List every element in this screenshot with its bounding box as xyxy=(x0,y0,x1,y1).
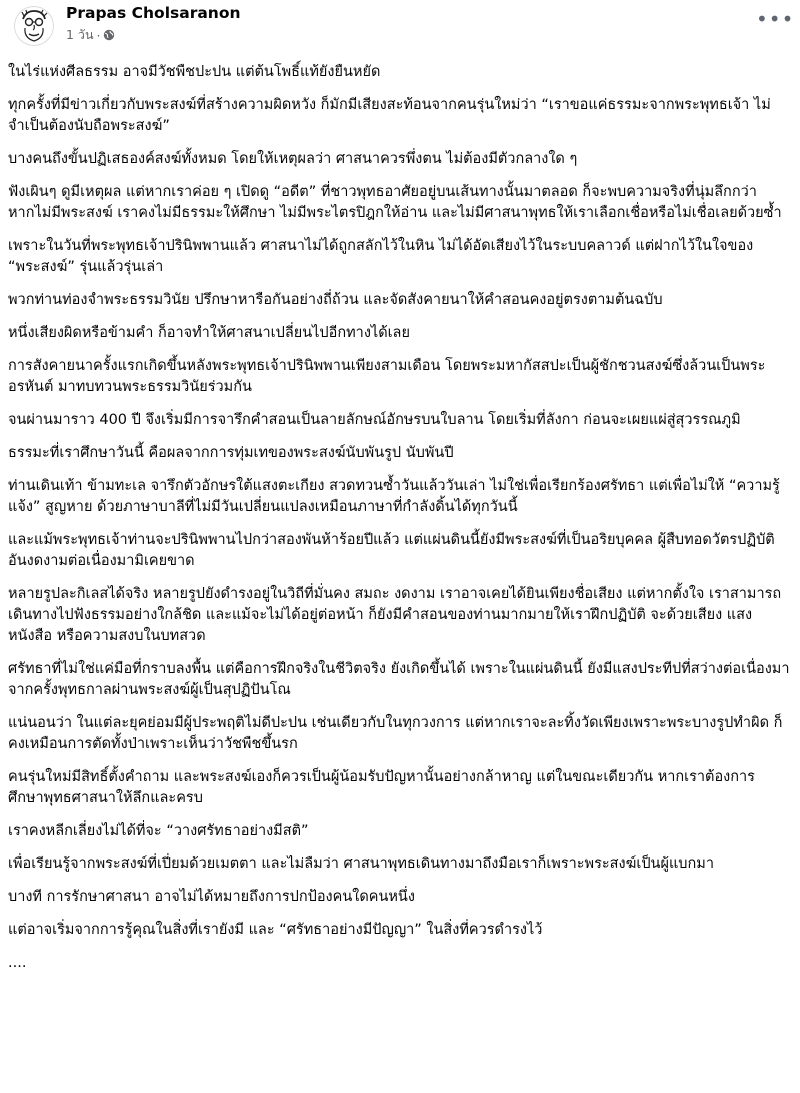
author-name[interactable]: Prapas Cholsaranon xyxy=(66,4,241,22)
post-header xyxy=(0,0,800,52)
post-paragraph: ฟังเผินๆ ดูมีเหตุผล แต่หากเราค่อย ๆ เปิดดู “อดีต” ที่ชาวพุทธอาศัยอยู่บนเส้นทางนั้นมาตลอด ก็จะพบความจริงที่นุ่มลึกกว่า xyxy=(8,184,757,200)
more-options-icon[interactable]: ••• xyxy=(756,7,795,31)
post-paragraph: พวกท่านท่องจำพระธรรมวินัย ปรึกษาหารือกันอย่างถี่ถ้วน และจัดสังคายนาให้คำสอนคงอยู่ตรงตามต้นฉบับ xyxy=(8,292,663,308)
post-paragraph: บางคนถึงขั้นปฏิเสธองค์สงฆ์ทั้งหมด โดยให้เหตุผลว่า ศาสนาควรพึ่งตน ไม่ต้องมีตัวกลางใด ๆ xyxy=(8,151,578,167)
post-body xyxy=(8,62,790,986)
post-paragraph: ศรัทธาที่ไม่ใช่แค่มือที่กราบลงพื้น แต่คือการฝึกจริงในชีวิตจริง ยังเกิดขึ้นได้ เพราะในแผ่นดินนี้ ยังมีแสงประทีปที่สว่างต่อเนื่องมาจากครั้งพุทธกาลผ่านพระสงฆ์ผู้เป็นสุปฏิปันโณ xyxy=(8,661,790,698)
post-paragraph: แต่อาจเริ่มจากการรู้คุณในสิ่งที่เรายังมี และ “ศรัทธาอย่างมีปัญญา” ในสิ่งที่ควรดำรงไว้ xyxy=(8,922,543,938)
post-paragraph: บางที การรักษาศาสนา อาจไม่ได้หมายถึงการปกป้องคนใดคนหนึ่ง xyxy=(8,889,415,905)
post-paragraph: หนึ่งเสียงผิดหรือข้ามคำ ก็อาจทำให้ศาสนาเปลี่ยนไปอีกทางได้เลย xyxy=(8,325,410,341)
post-paragraph: เพื่อเรียนรู้จากพระสงฆ์ที่เปี่ยมด้วยเมตตา และไม่ลืมว่า ศาสนาพุทธเดินทางมาถึงมือเราก็เพราะพระสงฆ์เป็นผู้แบกมา xyxy=(8,856,714,872)
post-paragraph: ท่านเดินเท้า ข้ามทะเล จารึกตัวอักษรใต้แสงตะเกียง สวดทวนซ้ำวันแล้ววันเล่า ไม่ใช่เพื่อเรียกร้องศรัทธา แต่เพื่อไม่ให้ “ความรู้แจ้ง” สูญหาย ด้วยภาษาบาลีที่ไม่มีวันเปลี่ยนแปลงเหมือนภาษาที่กำลังดิ้นได้ทุกวันนี้ xyxy=(8,478,780,515)
post-paragraph: เราคงหลีกเลี่ยงไม่ได้ที่จะ “วางศรัทธาอย่างมีสติ” xyxy=(8,823,309,839)
post-paragraph: หากไม่มีพระสงฆ์ เราคงไม่มีธรรมะให้ศึกษา ไม่มีพระไตรปิฎกให้อ่าน และไม่มีศาสนาพุทธให้เราเลือกเชื่อหรือไม่เชื่อเลยด้วยซ้ำ xyxy=(8,205,782,221)
post-paragraph: และแม้พระพุทธเจ้าท่านจะปรินิพพานไปกว่าสองพันห้าร้อยปีแล้ว แต่แผ่นดินนี้ยังมีพระสงฆ์ที่เป็นอริยบุคคล ผู้สืบทอดวัตรปฏิบัติอันงดงามต่อเนื่องมามิเคยขาด xyxy=(8,532,775,569)
post-paragraph: ทุกครั้งที่มีข่าวเกี่ยวกับพระสงฆ์ที่สร้างความผิดหวัง ก็มักมีเสียงสะท้อนจากคนรุ่นใหม่ว่า “เราขอแค่ธรรมะจากพระพุทธเจ้า ไม่จำเป็นต้องนับถือพระสงฆ์” xyxy=(8,97,771,134)
post-time[interactable]: 1 วัน xyxy=(66,27,94,42)
post-paragraph: ในไร่แห่งศีลธรรม อาจมีวัชพืชปะปน แต่ต้นโพธิ์แท้ยังยืนหยัด xyxy=(8,64,381,80)
post-paragraph: ธรรมะที่เราศึกษาวันนี้ คือผลจากการทุ่มเทของพระสงฆ์นับพันรูป นับพันปี xyxy=(8,445,454,461)
post-paragraph: คนรุ่นใหม่มีสิทธิ์ตั้งคำถาม และพระสงฆ์เองก็ควรเป็นผู้น้อมรับปัญหานั้นอย่างกล้าหาญ แต่ในขณะเดียวกัน หากเราต้องการศึกษาพุทธศาสนาให้ลึกและครบ xyxy=(8,769,755,806)
post-paragraph: การสังคายนาครั้งแรกเกิดขึ้นหลังพระพุทธเจ้าปรินิพพานเพียงสามเดือน โดยพระมหากัสสปะเป็นผู้ชักชวนสงฆ์ซึ่งล้วนเป็นพระอรหันต์ มาทบทวนพระธรรมวินัยร่วมกัน xyxy=(8,358,766,395)
post-paragraph: เพราะในวันที่พระพุทธเจ้าปรินิพพานแล้ว ศาสนาไม่ได้ถูกสลักไว้ในหิน ไม่ได้อัดเสียงไว้ในระบบคลาวด์ แต่ฝากไว้ในใจของ “พระสงฆ์” รุ่นแล้วรุ่นเล่า xyxy=(8,238,754,275)
avatar-caricature-icon xyxy=(14,6,54,46)
meta-separator: · xyxy=(96,27,101,43)
author-avatar[interactable] xyxy=(14,6,54,46)
post-paragraph: แน่นอนว่า ในแต่ละยุคย่อมมีผู้ประพฤติไม่ดีปะปน เช่นเดียวกับในทุกวงการ แต่หากเราจะละทิ้งวัดเพียงเพราะพระบางรูปทำผิด ก็คงเหมือนการตัดทั้งป่าเพราะเห็นว่าวัชพืชขึ้นรก xyxy=(8,715,783,752)
post-paragraph: .... xyxy=(8,955,27,971)
post-paragraph: จนผ่านมาราว 400 ปี จึงเริ่มมีการจารึกคำสอนเป็นลายลักษณ์อักษรบนใบลาน โดยเริ่มที่ลังกา ก่อนจะเผยแผ่สู่สุวรรณภูมิ xyxy=(8,412,741,428)
post-paragraph: หลายรูปละกิเลสได้จริง หลายรูปยังดำรงอยู่ในวิถีที่มั่นคง สมถะ งดงาม เราอาจเคยได้ยินเพียงชื่อเสียง แต่หากตั้งใจ เราสามารถเดินทางไปฟังธรรมอย่างใกล้ชิด และแม้จะไม่ได้อยู่ต่อหน้า ก็ยังมีคำสอนของท่านมากมายให้เราฝึกปฏิบัติ จะด้วยเสียง แสง หนังสือ หรือความสงบในบทสวด xyxy=(8,586,782,644)
globe-icon[interactable] xyxy=(103,29,115,41)
post-meta xyxy=(66,25,115,45)
